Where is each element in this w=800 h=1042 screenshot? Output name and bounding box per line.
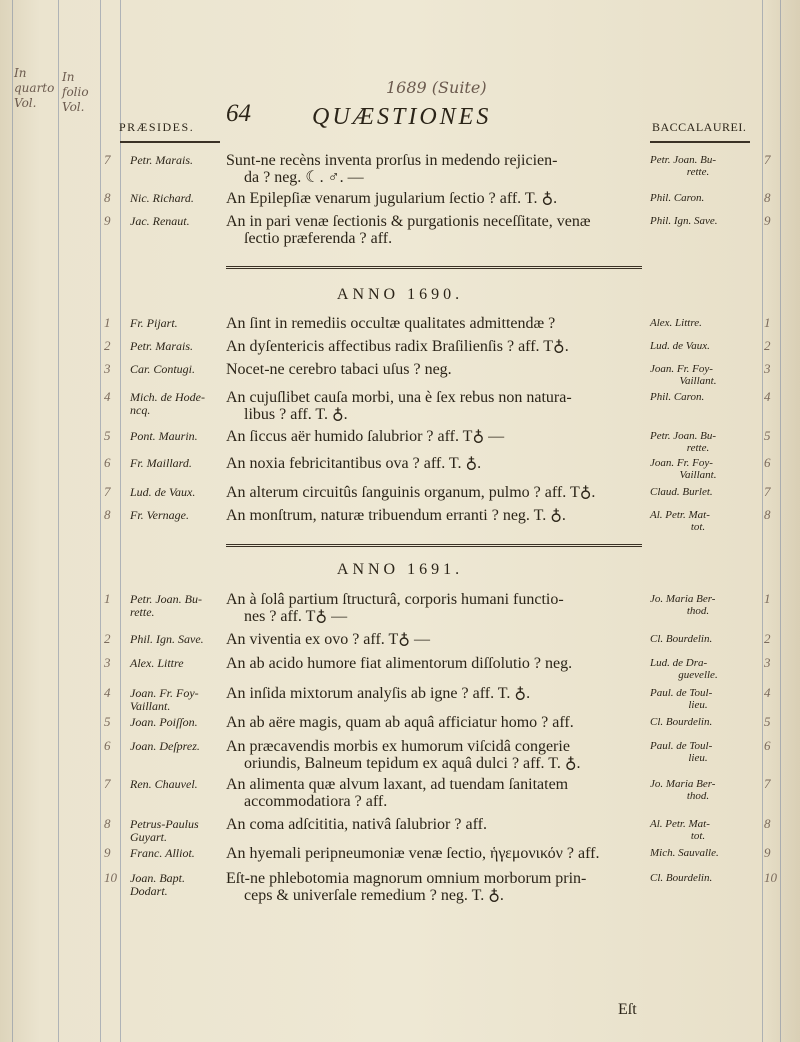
baccalaureus-name (650, 192, 746, 204)
praeses-name: Joan. Bapt. Dodart. (130, 871, 185, 898)
quaestio-line-1: An in pari venæ ſectionis & purgationis neceſſitate, venæ (226, 213, 591, 230)
row-number: 1 (104, 591, 111, 606)
baccalaureus-line-1: Petr. Joan. Bu- (650, 154, 716, 166)
praeses-name: Franc. Alliot. (130, 846, 195, 860)
baccalaureus-line-2: tot. (690, 830, 706, 842)
row-number-right: 8 (764, 816, 771, 831)
praeses-name: Fr. Pijart. (130, 316, 178, 330)
quaestio (226, 428, 646, 445)
baccalaureus-line-1: Al. Petr. Mat- (650, 818, 710, 830)
baccalaureus-line-2: rette. (686, 442, 710, 454)
margin-line (12, 0, 13, 1042)
quaestio (226, 655, 646, 672)
margin-line (780, 0, 781, 1042)
quaestio-line-1: An à ſolâ partium ſtructurâ, corporis humani functio- (226, 591, 564, 608)
row-number: 5 (104, 714, 111, 729)
praeses-name: Car. Contugi. (130, 362, 196, 376)
row-number: 3 (104, 655, 111, 670)
quaestio (226, 591, 646, 625)
column-header-baccalaurei: BACCALAUREI. (652, 120, 747, 134)
row-number-right: 3 (764, 655, 771, 670)
quaestio-line-1: An ſiccus aër humido ſalubrior ? aff. T♁ — (226, 428, 505, 445)
row-number: 8 (104, 190, 111, 205)
quaestio-line-1: An præcavendis morbis ex humorum viſcidâ congerie (226, 738, 570, 755)
quaestio (226, 152, 646, 186)
praeses-name: Ren. Chauvel. (130, 777, 198, 791)
quaestio-line-2: ceps & univerſale remedium ? neg. T. ♁. (244, 887, 504, 904)
baccalaureus-line-1: Paul. de Toul- (650, 740, 713, 752)
quaestio-line-2: oriundis, Balneum tepidum ex aquâ dulci ? aff. T. ♁. (244, 755, 581, 772)
header-rule (120, 141, 220, 143)
row-number: 2 (104, 338, 111, 353)
baccalaureus-name (650, 633, 746, 645)
praeses-name: Alex. Littre (130, 656, 184, 670)
baccalaureus-line-1: Claud. Burlet. (650, 486, 713, 498)
praeses-name: Phil. Ign. Save. (130, 632, 204, 646)
baccalaureus-name (650, 215, 746, 227)
quaestio-line-1: An monſtrum, naturæ tribuendum erranti ? neg. T. ♁. (226, 507, 566, 524)
quaestio-line-1: An dyſentericis affectibus radix Braſilienſis ? aff. T♁. (226, 338, 569, 355)
quaestio-line-1: An ab acido humore fiat alimentorum diſſolutio ? neg. (226, 655, 573, 672)
baccalaureus-line-2: tot. (690, 521, 706, 533)
row-number-right: 6 (764, 455, 771, 470)
quaestio (226, 507, 646, 524)
baccalaureus-line-1: Joan. Fr. Foy- (650, 457, 713, 469)
praeses-name: Petr. Marais. (130, 339, 193, 353)
baccalaureus-line-1: Jo. Maria Ber- (650, 778, 716, 790)
row-number-right: 10 (764, 870, 777, 885)
row-number-right: 7 (764, 152, 771, 167)
quaestio (226, 389, 646, 423)
row-number: 4 (104, 685, 111, 700)
quaestio (226, 484, 646, 501)
quaestio (226, 631, 646, 648)
quaestio-line-2: da ? neg. ☾. ♂. — (244, 169, 364, 186)
baccalaureus-line-2: rette. (686, 166, 710, 178)
row-number: 1 (104, 315, 111, 330)
baccalaureus-name (650, 363, 746, 387)
row-number-right: 4 (764, 685, 771, 700)
baccalaureus-line-1: Jo. Maria Ber- (650, 593, 716, 605)
header-rule (650, 141, 750, 143)
quaestio-line-2: ſectio præferenda ? aff. (244, 230, 393, 247)
baccalaureus-line-1: Joan. Fr. Foy- (650, 363, 713, 375)
page-title: QUÆSTIONES (312, 104, 492, 130)
margin-line (58, 0, 59, 1042)
praeses-name: Joan. Poiſſon. (130, 715, 198, 729)
row-number-right: 8 (764, 507, 771, 522)
quaestio (226, 845, 646, 862)
quaestio-line-1: An coma adſcititia, nativâ ſalubrior ? aff. (226, 816, 487, 833)
row-number: 10 (104, 870, 117, 885)
quaestio-line-2: libus ? aff. T. ♁. (244, 406, 348, 423)
row-number-right: 7 (764, 484, 771, 499)
praeses-name: Petr. Joan. Bu- rette. (130, 592, 202, 619)
baccalaureus-line-1: Phil. Ign. Save. (650, 215, 718, 227)
quaestio (226, 213, 646, 247)
praeses-name: Nic. Richard. (130, 191, 194, 205)
year-heading-1690: ANNO 1690. (336, 286, 464, 303)
baccalaureus-line-2: lieu. (688, 752, 708, 764)
row-number: 6 (104, 455, 111, 470)
quaestio (226, 315, 646, 332)
quaestio (226, 714, 646, 731)
quaestio (226, 361, 646, 378)
baccalaureus-name (650, 740, 746, 764)
praeses-name: Mich. de Hode- ncq. (130, 390, 205, 417)
quaestio (226, 190, 646, 207)
baccalaureus-line-1: Mich. Sauvalle. (650, 847, 719, 859)
baccalaureus-name (650, 317, 746, 329)
quaestio-line-1: An noxia febricitantibus ova ? aff. T. ♁. (226, 455, 482, 472)
row-number: 8 (104, 507, 111, 522)
baccalaureus-name (650, 457, 746, 481)
quaestio (226, 816, 646, 833)
row-number-right: 5 (764, 714, 771, 729)
row-number-right: 5 (764, 428, 771, 443)
quaestio-line-1: An ſint in remediis occultæ qualitates admittendæ ? (226, 315, 556, 332)
year-heading-1691: ANNO 1691. (336, 561, 464, 578)
quaestio-line-1: An Epilepſiæ venarum jugularium ſectio ? aff. T. ♁. (226, 190, 558, 207)
section-divider (226, 266, 642, 269)
praeses-name: Jac. Renaut. (130, 214, 190, 228)
baccalaureus-name (650, 509, 746, 533)
baccalaureus-line-2: thod. (686, 605, 710, 617)
row-number-right: 8 (764, 190, 771, 205)
quaestio (226, 776, 646, 810)
baccalaureus-name (650, 391, 746, 403)
baccalaureus-name (650, 778, 746, 802)
baccalaureus-line-2: Vaillant. (679, 469, 717, 481)
row-number: 5 (104, 428, 111, 443)
baccalaureus-line-1: Lud. de Dra- (650, 657, 708, 669)
margin-note-quarto: In quarto Vol. (14, 66, 55, 110)
row-number: 7 (104, 776, 111, 791)
baccalaureus-name (650, 687, 746, 711)
baccalaureus-line-1: Phil. Caron. (650, 192, 705, 204)
baccalaureus-line-2: guevelle. (678, 669, 718, 681)
row-number: 2 (104, 631, 111, 646)
baccalaureus-line-2: lieu. (688, 699, 708, 711)
column-header-praesides: PRÆSIDES. (119, 120, 195, 134)
row-number-right: 9 (764, 213, 771, 228)
row-number-right: 9 (764, 845, 771, 860)
quaestio-line-1: Sunt-ne recèns inventa prorſus in medendo rejicien- (226, 152, 558, 169)
baccalaureus-name (650, 486, 746, 498)
quaestio (226, 738, 646, 772)
row-number: 9 (104, 845, 111, 860)
quaestio-line-1: An cujuſlibet cauſa morbi, una è ſex rebus non natura- (226, 389, 572, 406)
baccalaureus-name (650, 847, 746, 859)
baccalaureus-name (650, 430, 746, 454)
quaestio-line-1: An alimenta quæ alvum laxant, ad tuendam ſanitatem (226, 776, 569, 793)
row-number-right: 2 (764, 338, 771, 353)
praeses-name: Lud. de Vaux. (130, 485, 196, 499)
praeses-name: Joan. Deſprez. (130, 739, 200, 753)
praeses-name: Fr. Maillard. (130, 456, 192, 470)
baccalaureus-line-1: Cl. Bourdelin. (650, 872, 713, 884)
quaestio-line-1: Eſt-ne phlebotomia magnorum omnium morborum prin- (226, 870, 587, 887)
section-divider (226, 544, 642, 547)
baccalaureus-line-1: Lud. de Vaux. (650, 340, 710, 352)
baccalaureus-name (650, 593, 746, 617)
quaestio-line-1: An hyemali peripneumoniæ venæ ſectio, ἡγεμονικόν ? aff. (226, 845, 600, 862)
baccalaureus-name (650, 340, 746, 352)
baccalaureus-line-1: Petr. Joan. Bu- (650, 430, 716, 442)
praeses-name: Fr. Vernage. (130, 508, 189, 522)
quaestio-line-1: An alterum circuitûs ſanguinis organum, pulmo ? aff. T♁. (226, 484, 596, 501)
row-number: 9 (104, 213, 111, 228)
row-number: 4 (104, 389, 111, 404)
quaestio-line-2: nes ? aff. T♁ — (244, 608, 348, 625)
quaestio (226, 338, 646, 355)
row-number-right: 2 (764, 631, 771, 646)
catchword: Eſt (618, 1001, 637, 1018)
row-number: 7 (104, 152, 111, 167)
quaestio-line-1: Nocet-ne cerebro tabaci uſus ? neg. (226, 361, 452, 378)
praeses-name: Joan. Fr. Foy- Vaillant. (130, 686, 199, 713)
quaestio (226, 455, 646, 472)
praeses-name: Petr. Marais. (130, 153, 193, 167)
baccalaureus-line-1: Cl. Bourdelin. (650, 633, 713, 645)
margin-line (100, 0, 101, 1042)
baccalaureus-line-1: Phil. Caron. (650, 391, 705, 403)
quaestio (226, 685, 646, 702)
praeses-name: Petrus-Paulus Guyart. (130, 817, 199, 844)
margin-line (762, 0, 763, 1042)
quaestio-line-1: An ab aëre magis, quam ab aquâ afficiatur homo ? aff. (226, 714, 574, 731)
row-number-right: 3 (764, 361, 771, 376)
row-number-right: 4 (764, 389, 771, 404)
baccalaureus-name (650, 154, 746, 178)
quaestio-line-1: An inſida mixtorum analyſis ab igne ? aff. T. ♁. (226, 685, 531, 702)
baccalaureus-line-1: Al. Petr. Mat- (650, 509, 710, 521)
row-number: 8 (104, 816, 111, 831)
row-number-right: 1 (764, 591, 771, 606)
row-number: 3 (104, 361, 111, 376)
quaestio (226, 870, 646, 904)
row-number: 6 (104, 738, 111, 753)
baccalaureus-name (650, 716, 746, 728)
baccalaureus-line-2: Vaillant. (679, 375, 717, 387)
handwritten-header-note: 1689 (Suite) (386, 78, 487, 97)
baccalaureus-line-1: Alex. Littre. (650, 317, 702, 329)
quaestio-line-1: An viventia ex ovo ? aff. T♁ — (226, 631, 430, 648)
baccalaureus-name (650, 818, 746, 842)
baccalaureus-name (650, 872, 746, 884)
row-number-right: 7 (764, 776, 771, 791)
baccalaureus-line-1: Cl. Bourdelin. (650, 716, 713, 728)
page-number: 64 (226, 100, 251, 127)
praeses-name: Pont. Maurin. (130, 429, 198, 443)
margin-line (120, 0, 121, 1042)
row-number-right: 6 (764, 738, 771, 753)
row-number: 7 (104, 484, 111, 499)
margin-note-folio: In folio Vol. (62, 70, 89, 114)
row-number-right: 1 (764, 315, 771, 330)
baccalaureus-line-1: Paul. de Toul- (650, 687, 713, 699)
baccalaureus-name (650, 657, 746, 681)
baccalaureus-line-2: thod. (686, 790, 710, 802)
quaestio-line-2: accommodatiora ? aff. (244, 793, 388, 810)
